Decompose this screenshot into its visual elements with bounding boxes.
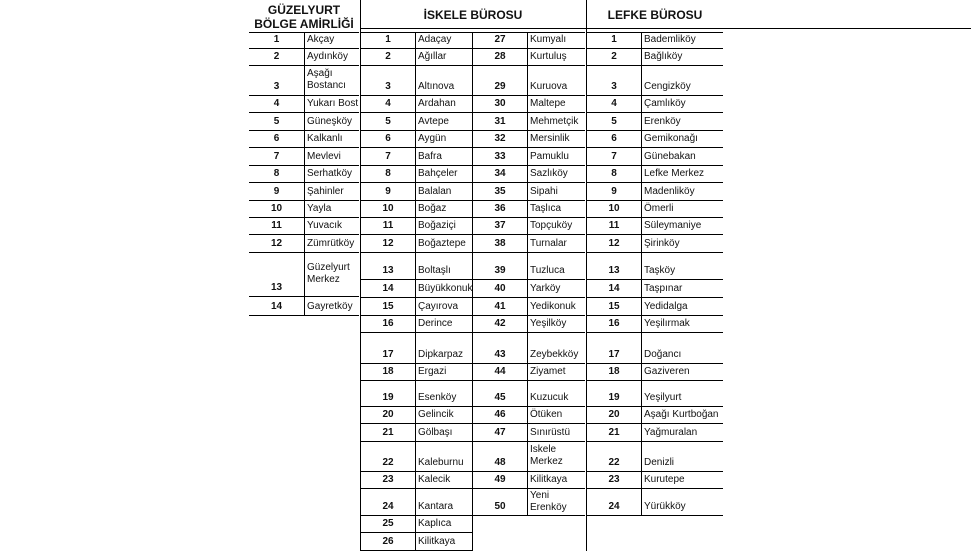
iskele-row-number: 49 — [494, 474, 506, 485]
iskele-row-name: Altınova — [418, 81, 455, 92]
lefke-row-name: Taşköy — [644, 265, 676, 276]
lefke-row-number: 3 — [611, 81, 617, 92]
grid-line — [361, 471, 585, 472]
iskele-row-number: 20 — [382, 409, 394, 420]
lefke-row-name: Yeşilyurt — [644, 392, 682, 403]
lefke-row-name: Çamlıköy — [644, 98, 686, 109]
iskele-row-number: 48 — [494, 457, 506, 468]
guzelyurt-row-name: Aşağı Bostancı — [307, 68, 346, 91]
iskele-row-name: Kalecik — [418, 474, 451, 485]
iskele-row-number: 30 — [494, 98, 506, 109]
lefke-row-name: Gemikonağı — [644, 133, 698, 144]
lefke-row-number: 18 — [608, 366, 620, 377]
iskele-row-name: Bafra — [418, 151, 442, 162]
guzelyurt-row-number: 5 — [273, 116, 280, 127]
iskele-row-number: 23 — [382, 474, 394, 485]
grid-line — [587, 406, 723, 407]
lefke-row-number: 22 — [608, 457, 620, 468]
iskele-row-number: 47 — [494, 427, 506, 438]
grid-line — [361, 182, 585, 183]
lefke-row-number: 23 — [608, 474, 620, 485]
lefke-row-number: 13 — [608, 265, 620, 276]
iskele-row-number: 7 — [385, 151, 391, 162]
iskele-row-number: 13 — [382, 265, 394, 276]
iskele-row-number: 39 — [494, 265, 506, 276]
iskele-row-name: Ağıllar — [418, 51, 447, 62]
lefke-row-name: Gaziveren — [644, 366, 690, 377]
grid-line — [361, 380, 585, 381]
lefke-row-number: 1 — [611, 34, 617, 45]
iskele-row-number: 24 — [382, 501, 394, 512]
iskele-row-name: Ergazi — [418, 366, 447, 377]
grid-line — [361, 532, 473, 533]
lefke-row-name: Kurutepe — [644, 474, 685, 485]
iskele-row-name: Esenköy — [418, 392, 457, 403]
guzelyurt-row-name: Akçay — [307, 34, 335, 45]
iskele-row-name: İskele Merkez — [530, 444, 563, 467]
grid-line — [587, 95, 723, 96]
guzelyurt-row-number: 1 — [273, 34, 280, 45]
grid-line — [587, 48, 723, 49]
iskele-row-number: 41 — [494, 301, 506, 312]
iskele-row-name: Mersinlik — [530, 133, 570, 144]
grid-line — [587, 200, 723, 201]
iskele-row-number: 19 — [382, 392, 394, 403]
guzelyurt-row-number: 2 — [273, 51, 280, 62]
iskele-row-name: Mehmetçik — [530, 116, 579, 127]
iskele-row-name: Turnalar — [530, 238, 567, 249]
lefke-row-name: Yağmuralan — [644, 427, 698, 438]
iskele-row-number: 11 — [382, 220, 394, 231]
iskele-row-name: Taşlıca — [530, 203, 562, 214]
iskele-row-number: 44 — [494, 366, 506, 377]
iskele-row-number: 16 — [382, 318, 394, 329]
lefke-row-number: 20 — [608, 409, 620, 420]
iskele-row-number: 26 — [382, 536, 394, 547]
lefke-row-name: Aşağı Kurtboğan — [644, 409, 719, 420]
iskele-row-name: Boltaşlı — [418, 265, 451, 276]
iskele-row-number: 14 — [382, 283, 394, 294]
grid-line — [249, 315, 359, 316]
grid-line — [361, 297, 585, 298]
iskele-row-number: 3 — [385, 81, 391, 92]
guzelyurt-row-number: 9 — [273, 186, 280, 197]
iskele-row-number: 12 — [382, 238, 394, 249]
grid-line — [361, 441, 585, 442]
iskele-row-name: Boğaztepe — [418, 238, 466, 249]
lefke-row-name: Lefke Merkez — [644, 168, 705, 179]
iskele-row-name: Tuzluca — [530, 265, 565, 276]
iskele-row-number: 10 — [382, 203, 394, 214]
guzelyurt-row-number: 10 — [270, 203, 283, 214]
lefke-row-number: 5 — [611, 116, 617, 127]
iskele-row-name: Gölbaşı — [418, 427, 453, 438]
iskele-row-name: Aygün — [418, 133, 447, 144]
guzelyurt-row-number: 12 — [270, 238, 283, 249]
iskele-row-number: 31 — [494, 116, 506, 127]
grid-line — [587, 279, 723, 280]
iskele-row-name: Zeybekköy — [530, 349, 579, 360]
lefke-row-number: 21 — [608, 427, 620, 438]
iskele-row-number: 46 — [494, 409, 506, 420]
lefke-row-name: Günebakan — [644, 151, 696, 162]
iskele-row-name: Kuzucuk — [530, 392, 569, 403]
iskele-row-number: 29 — [494, 81, 506, 92]
lefke-row-number: 4 — [611, 98, 617, 109]
grid-line — [587, 315, 723, 316]
lefke-row-name: Bağlıköy — [644, 51, 683, 62]
iskele-row-name: Kaleburnu — [418, 457, 464, 468]
grid-line — [587, 380, 723, 381]
lefke-row-name: Yürükköy — [644, 501, 686, 512]
guzelyurt-row-number: 8 — [273, 168, 280, 179]
lefke-row-name: Yedidalga — [644, 301, 688, 312]
guzelyurt-row-number: 6 — [273, 133, 280, 144]
guzelyurt-row-number: 11 — [271, 220, 282, 231]
iskele-row-name: Bahçeler — [418, 168, 458, 179]
grid-line — [641, 32, 642, 515]
iskele-row-number: 37 — [494, 220, 506, 231]
iskele-row-name: Gelincik — [418, 409, 454, 420]
iskele-row-number: 2 — [385, 51, 391, 62]
guzelyurt-header: GÜZELYURT BÖLGE AMİRLİĞİ — [254, 3, 354, 31]
iskele-row-number: 40 — [494, 283, 506, 294]
iskele-row-name: Yeni Erenköy — [530, 489, 567, 513]
iskele-row-name: Sipahi — [530, 186, 558, 197]
grid-line — [587, 182, 723, 183]
iskele-row-number: 43 — [494, 349, 506, 360]
iskele-row-number: 42 — [494, 318, 506, 329]
guzelyurt-row-name: Serhatköy — [307, 168, 353, 179]
grid-line — [587, 332, 723, 333]
grid-line — [361, 315, 585, 316]
grid-line — [361, 200, 585, 201]
grid-line — [361, 130, 585, 131]
guzelyurt-row-name: Yukarı Bost — [307, 98, 359, 109]
lefke-row-name: Süleymaniye — [644, 220, 702, 231]
lefke-row-name: Şirinköy — [644, 238, 680, 249]
lefke-header: LEFKE BÜROSU — [607, 8, 703, 22]
iskele-row-name: Kumyalı — [530, 34, 567, 45]
iskele-row-name: Çayırova — [418, 301, 459, 312]
grid-line — [361, 332, 585, 333]
guzelyurt-row-name: Aydınköy — [307, 51, 348, 62]
grid-line — [527, 32, 528, 515]
iskele-row-name: Boğaziçi — [418, 220, 456, 231]
grid-line — [587, 130, 723, 131]
guzelyurt-row-number: 4 — [273, 98, 280, 109]
iskele-row-name: Kuruova — [530, 81, 568, 92]
lefke-row-name: Ömerli — [644, 203, 674, 214]
iskele-row-name: Kurtuluş — [530, 51, 567, 62]
grid-line — [587, 32, 723, 33]
iskele-row-name: Derince — [418, 318, 453, 329]
iskele-row-name: Yeşilköy — [530, 318, 567, 329]
guzelyurt-row-number: 14 — [270, 301, 283, 312]
lefke-row-name: Madenliköy — [644, 186, 695, 197]
lefke-row-name: Taşpınar — [644, 283, 683, 294]
grid-line — [586, 0, 587, 551]
guzelyurt-row-number: 13 — [270, 282, 283, 293]
grid-line — [587, 217, 723, 218]
grid-line — [361, 48, 585, 49]
iskele-row-number: 45 — [494, 392, 506, 403]
lefke-row-number: 7 — [611, 151, 617, 162]
lefke-row-name: Cengizköy — [644, 81, 691, 92]
iskele-row-name: Kilitkaya — [418, 536, 456, 547]
grid-line — [360, 0, 361, 551]
iskele-row-name: Kilitkaya — [530, 474, 568, 485]
grid-line — [361, 488, 585, 489]
lefke-row-number: 10 — [608, 203, 620, 214]
grid-line — [587, 252, 723, 253]
iskele-row-number: 38 — [494, 238, 506, 249]
iskele-header: İSKELE BÜROSU — [423, 8, 523, 22]
grid-line — [415, 32, 416, 550]
iskele-row-number: 1 — [385, 34, 391, 45]
lefke-row-name: Denizli — [644, 457, 675, 468]
iskele-row-name: Topçuköy — [530, 220, 573, 231]
lefke-row-name: Doğancı — [644, 349, 682, 360]
guzelyurt-row-name: Güneşköy — [307, 116, 353, 127]
lefke-row-number: 17 — [608, 349, 620, 360]
grid-line — [361, 406, 585, 407]
iskele-row-name: Ötüken — [530, 409, 563, 420]
grid-line — [361, 423, 585, 424]
grid-line — [587, 234, 723, 235]
lefke-row-name: Erenköy — [644, 116, 681, 127]
guzelyurt-row-number: 3 — [273, 81, 280, 92]
iskele-row-number: 9 — [385, 186, 391, 197]
grid-line — [361, 165, 585, 166]
lefke-row-number: 15 — [608, 301, 620, 312]
iskele-row-name: Ziyamet — [530, 366, 566, 377]
guzelyurt-row-name: Güzelyurt Merkez — [307, 262, 350, 285]
lefke-row-number: 12 — [608, 238, 620, 249]
iskele-row-name: Boğaz — [418, 203, 447, 214]
grid-line — [304, 32, 305, 315]
iskele-row-name: Balalan — [418, 186, 452, 197]
grid-line — [361, 28, 971, 29]
iskele-row-number: 21 — [382, 427, 394, 438]
iskele-row-number: 18 — [382, 366, 394, 377]
iskele-row-name: Yarköy — [530, 283, 561, 294]
iskele-row-name: Sınırüstü — [530, 427, 571, 438]
grid-line — [587, 65, 723, 66]
grid-line — [587, 515, 723, 516]
iskele-row-number: 50 — [494, 501, 506, 512]
lefke-row-number: 14 — [608, 283, 620, 294]
iskele-row-name: Avtepe — [418, 116, 449, 127]
iskele-row-number: 34 — [494, 168, 506, 179]
iskele-row-number: 36 — [494, 203, 506, 214]
grid-line — [361, 234, 585, 235]
guzelyurt-row-name: Kalkanlı — [307, 133, 343, 144]
grid-line — [361, 515, 585, 516]
iskele-row-name: Büyükkonuk — [418, 283, 473, 294]
iskele-row-name: Maltepe — [530, 98, 566, 109]
lefke-row-name: Yeşilırmak — [644, 318, 690, 329]
lefke-row-number: 11 — [608, 220, 620, 231]
grid-line — [361, 252, 585, 253]
grid-line — [587, 147, 723, 148]
grid-line — [472, 32, 473, 550]
grid-line — [361, 112, 585, 113]
lefke-row-number: 6 — [611, 133, 617, 144]
lefke-row-number: 2 — [611, 51, 617, 62]
iskele-row-number: 17 — [382, 349, 394, 360]
grid-line — [587, 363, 723, 364]
grid-line — [587, 488, 723, 489]
iskele-row-number: 4 — [385, 98, 391, 109]
grid-line — [587, 165, 723, 166]
iskele-row-name: Pamuklu — [530, 151, 569, 162]
iskele-row-name: Dipkarpaz — [418, 349, 464, 360]
guzelyurt-row-name: Zümrütköy — [307, 238, 355, 249]
iskele-row-number: 28 — [494, 51, 506, 62]
lefke-row-number: 16 — [608, 318, 620, 329]
iskele-row-number: 27 — [494, 34, 506, 45]
guzelyurt-row-name: Gayretköy — [307, 301, 353, 312]
iskele-row-number: 22 — [382, 457, 394, 468]
guzelyurt-row-name: Yayla — [307, 203, 332, 214]
iskele-row-number: 8 — [385, 168, 391, 179]
iskele-row-number: 6 — [385, 133, 391, 144]
grid-line — [361, 95, 585, 96]
iskele-row-name: Kaplıca — [418, 518, 452, 529]
grid-line — [361, 32, 585, 33]
guzelyurt-row-name: Mevlevi — [307, 151, 341, 162]
grid-line — [361, 363, 585, 364]
iskele-row-name: Ardahan — [418, 98, 456, 109]
grid-line — [361, 217, 585, 218]
grid-line — [587, 297, 723, 298]
grid-line — [587, 423, 723, 424]
lefke-row-number: 9 — [611, 186, 617, 197]
grid-line — [587, 471, 723, 472]
iskele-row-name: Adaçay — [418, 34, 452, 45]
grid-line — [587, 112, 723, 113]
lefke-row-number: 24 — [608, 501, 620, 512]
iskele-row-name: Yedikonuk — [530, 301, 576, 312]
iskele-row-number: 35 — [494, 186, 506, 197]
iskele-row-number: 25 — [382, 518, 394, 529]
iskele-row-name: Sazlıköy — [530, 168, 568, 179]
guzelyurt-row-name: Yuvacık — [307, 220, 343, 231]
grid-line — [361, 147, 585, 148]
iskele-row-number: 5 — [385, 116, 391, 127]
iskele-row-name: Kantara — [418, 501, 454, 512]
guzelyurt-row-name: Şahinler — [307, 186, 344, 197]
grid-line — [361, 65, 585, 66]
lefke-row-name: Bademliköy — [644, 34, 696, 45]
grid-line — [361, 279, 585, 280]
guzelyurt-row-number: 7 — [273, 151, 280, 162]
lefke-row-number: 19 — [608, 392, 620, 403]
iskele-row-number: 32 — [494, 133, 506, 144]
grid-line — [587, 441, 723, 442]
iskele-row-number: 15 — [382, 301, 394, 312]
lefke-row-number: 8 — [611, 168, 617, 179]
iskele-row-number: 33 — [494, 151, 506, 162]
